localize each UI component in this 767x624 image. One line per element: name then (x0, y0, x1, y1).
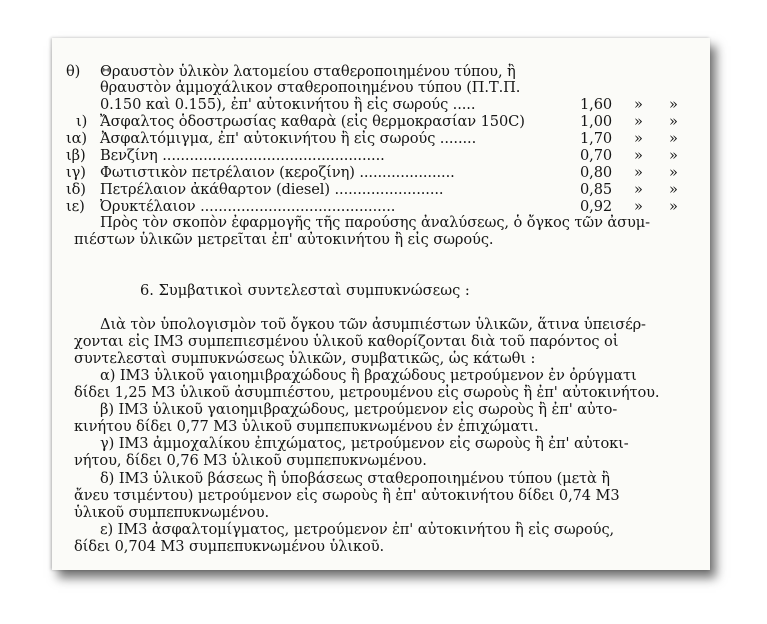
item-text-theta-2: θραυστὸν ἀμμοχάλικον σταθεροποιημένου τύπου (Π.Τ.Π. (100, 79, 521, 96)
item-label-theta: θ) (66, 63, 81, 80)
item-value: 0,92 (580, 198, 613, 215)
paragraph-line: Διὰ τὸν ὑπολογισμὸν τοῦ ὄγκου τῶν ἀσυμπιέστων ὑλικῶν, ἅτινα ὑπεισέρ- (100, 316, 646, 333)
coefficient-item-d: ὑλικοῦ συμπεπυκνωμένου. (74, 504, 270, 521)
coefficient-item-e: δίδει 0,704 Μ3 συμπεπυκνωμένου ὑλικοῦ. (74, 538, 385, 555)
paragraph-line: Πρὸς τὸν σκοπὸν ἐφαρμογῆς τῆς παρούσης ἀναλύσεως, ὁ ὄγκος τῶν ἀσυμ- (100, 214, 651, 231)
item-text: Φωτιστικὸν πετρέλαιον (κεροζίνη) ..................... (100, 165, 455, 181)
item-unit: » (634, 130, 643, 147)
paragraph-line: χονται εἰς ΙΜ3 συμπεπιεσμένου ὑλικοῦ καθορίζονται διὰ τοῦ παρόντος οἱ (74, 333, 619, 350)
item-value: 1,60 (580, 96, 613, 113)
section-title: 6. Συμβατικοὶ συντελεσταὶ συμπυκνώσεως : (140, 282, 470, 299)
item-unit: » (669, 181, 678, 198)
item-text: Ὀρυκτέλαιον ........................................... (100, 199, 396, 215)
paragraph-line: πιέστων ὑλικῶν μετρεῖται ἐπ' αὐτοκινήτου ἢ εἰς σωρούς. (74, 231, 494, 248)
item-text: Πετρέλαιον ἀκάθαρτον (diesel) ........................ (100, 182, 444, 198)
item-value: 0,85 (580, 181, 613, 198)
item-text: Ἀσφαλτόμιγμα, ἐπ' αὐτοκινήτου ἢ εἰς σωρούς ........ (100, 130, 477, 147)
coefficient-item-b: κινήτου δίδει 0,77 Μ3 ὑλικοῦ συμπεπυκνωμένου ἐν ἐπιχώματι. (74, 418, 539, 435)
item-unit: » (669, 113, 678, 130)
item-label: ιγ) (66, 164, 86, 181)
coefficient-item-d: δ) ΙΜ3 ὑλικοῦ βάσεως ἢ ὑποβάσεως σταθεροποιημένου τύπου (μετὰ ἢ (100, 470, 610, 487)
item-text: Ἄσφαλτος ὁδοστρωσίας καθαρὰ (εἰς θερμοκρασίαν 150C) (100, 113, 525, 130)
item-label: ια) (66, 130, 87, 147)
item-unit: » (669, 164, 678, 181)
item-label: ι) (76, 113, 88, 130)
item-label: ιβ) (66, 147, 86, 164)
paragraph-line: συντελεσταὶ συμπυκνώσεως ὑλικῶν, συμβατικῶς, ὡς κάτωθι : (74, 350, 536, 367)
coefficient-item-c: γ) ΙΜ3 ἀμμοχαλίκου ἐπιχώματος, μετρούμενον εἰς σωροὺς ἢ ἐπ' αὐτοκι- (100, 435, 629, 452)
coefficient-item-a: α) ΙΜ3 ὑλικοῦ γαιοημιβραχώδους ἢ βραχώδους μετρούμενον ἐν ὀρύγματι (100, 367, 637, 384)
item-text-theta-3: 0.150 καὶ 0.155), ἐπ' αὐτοκινήτου ἢ εἰς σωρούς ..... (100, 96, 476, 113)
item-value: 0,80 (580, 164, 613, 181)
coefficient-item-d: ἄνευ τσιμέντου) μετρούμενον εἰς σωροὺς ἢ ἐπ' αὐτοκινήτου δίδει 0,74 Μ3 (74, 487, 620, 504)
item-label: ιδ) (66, 181, 86, 198)
item-unit: » (634, 181, 643, 198)
coefficient-item-b: β) ΙΜ3 ὑλικοῦ γαιοημιβραχώδους, μετρούμενον εἰς σωροὺς ἢ ἐπ' αὐτο- (100, 401, 618, 418)
item-unit: » (669, 130, 678, 147)
item-unit: » (669, 96, 678, 113)
item-text-theta-1: Θραυστὸν ὑλικὸν λατομείου σταθεροποιημένου τύπου, ἢ (100, 63, 516, 80)
item-unit: » (634, 147, 643, 164)
document-page (52, 38, 710, 570)
item-unit: » (634, 113, 643, 130)
item-unit: » (634, 96, 643, 113)
coefficient-item-c: νήτου, δίδει 0,76 Μ3 ὑλικοῦ συμπεπυκνωμένου. (74, 452, 427, 469)
item-unit: » (634, 198, 643, 215)
item-label: ιε) (66, 198, 85, 215)
item-value: 1,00 (580, 113, 613, 130)
item-unit: » (669, 198, 678, 215)
item-value: 0,70 (580, 147, 613, 164)
coefficient-item-a: δίδει 1,25 Μ3 ὑλικοῦ ἀσυμπιέστου, μετρουμένου εἰς σωροὺς ἢ ἐπ' αὐτοκινήτου. (74, 384, 660, 401)
item-unit: » (634, 164, 643, 181)
item-text: Βενζίνη ................................................. (100, 148, 385, 164)
coefficient-item-e: ε) ΙΜ3 ἀσφαλτομίγματος, μετρούμενον ἐπ' αὐτοκινήτου ἢ εἰς σωρούς, (100, 521, 615, 538)
item-unit: » (669, 147, 678, 164)
item-value: 1,70 (580, 130, 613, 147)
